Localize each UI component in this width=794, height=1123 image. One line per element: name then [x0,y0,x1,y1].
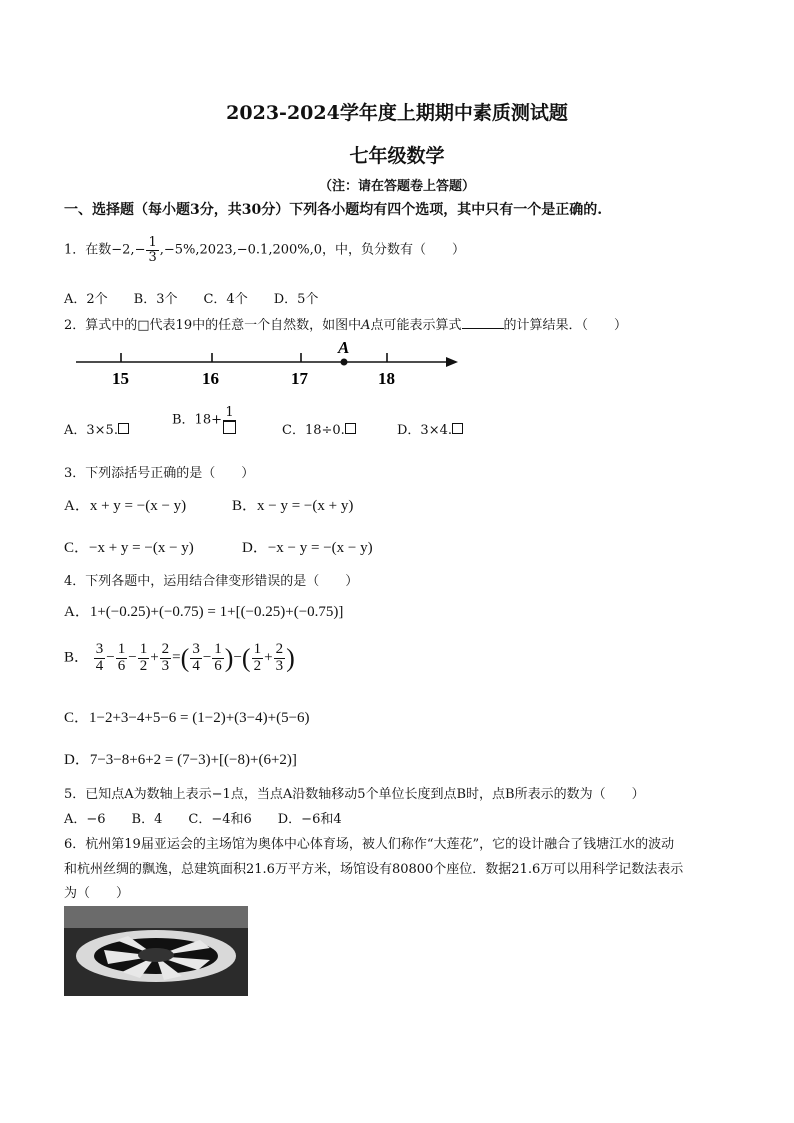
point-a-dot [341,359,348,366]
answer-blank [462,316,504,329]
arrow-head-icon [446,357,458,367]
stadium-photo [64,906,248,996]
q4-option-b: B． $\frac{3}{4}$ − $\frac{1}{6}$ − $\frac{1}{2}$ + $\frac{2}{3}$ =( $\frac{3}{4}$ − $\frac{1}{6}$ )−( $\frac{1}{2}$ + $\frac{2}{3}$ ) [64,641,295,674]
q1-fraction: $\frac{1}{3}$ [148,235,157,265]
tick-label-15: 15 [112,369,129,388]
square-placeholder-icon [345,423,356,434]
point-a-label: A [338,338,350,357]
tick-label-16: 16 [202,369,219,388]
q2-option-d: D．3×4. [397,419,463,438]
question-6-line1: 6．杭州第19届亚运会的主场馆为奥体中心体育场，被人们称作“大莲花”，它的设计融合了钱塘江水的波动 [64,837,675,852]
q2-option-c: C．18÷0. [282,419,356,438]
q1-prefix: 1．在数−2,− [64,242,146,258]
q3-option-c: C．−x + y = −(x − y) [64,540,194,556]
lotus-stadium-image [64,906,248,996]
exam-note: （注：请在答题卷上答题） [318,179,475,194]
question-1 [64,236,465,264]
question-2: 2．算式中的□代表19中的任意一个自然数，如图中A点可能表示算式 的计算结果．（ ） [64,318,628,333]
question-5: 5．已知点A为数轴上表示−1点，当点A沿数轴移动5个单位长度到点B时，点B所表示的数为（ ） [64,787,645,802]
q2-option-b: B．18+ 1 [172,406,237,434]
q3-option-a: A．x + y = −(x − y) [64,498,187,514]
q4-option-c: C．1−2+3−4+5−6 = (1−2)+(3−4)+(5−6) [64,710,310,726]
tick-label-17: 17 [291,369,308,388]
exam-title: 2023-2024学年度上期期中素质测试题 [226,102,568,124]
q2-option-a: A．3×5. [64,419,129,438]
question-6-line2: 和杭州丝绸的飘逸，总建筑面积21.6万平方米，场馆设有80800个座位．数据21.6万可以用科学记数法表示 [64,862,684,877]
exam-subtitle: 七年级数学 [349,145,445,167]
q3-option-b: B．x − y = −(x + y) [232,498,354,514]
section-heading: 一、选择题（每小题3分，共30分）下列各小题均有四个选项，其中只有一个是正确的. [64,202,603,218]
q4-option-a: A．1+(−0.25)+(−0.75) = 1+[(−0.25)+(−0.75)] [64,604,344,620]
square-placeholder-icon [223,421,236,434]
number-line [74,336,464,392]
q5-options: A．−6 B．4 C．−4和6 D．−6和4 [64,812,342,827]
q3-option-d: D．−x − y = −(x − y) [242,540,373,556]
square-placeholder-icon [118,423,129,434]
q4-option-d: D．7−3−8+6+2 = (7−3)+[(−8)+(6+2)] [64,752,297,768]
question-6-line3: 为（ ） [64,886,130,901]
question-4: 4．下列各题中，运用结合律变形错误的是（ ） [64,574,359,589]
q1-rest: ,−5%,2023,−0.1,200%,0，中，负分数有（ ） [159,242,466,258]
question-3: 3．下列添括号正确的是（ ） [64,466,255,481]
q1-options: A．2个 B．3个 C．4个 D．5个 [64,292,319,307]
square-placeholder-icon [452,423,463,434]
tick-label-18: 18 [378,369,395,388]
